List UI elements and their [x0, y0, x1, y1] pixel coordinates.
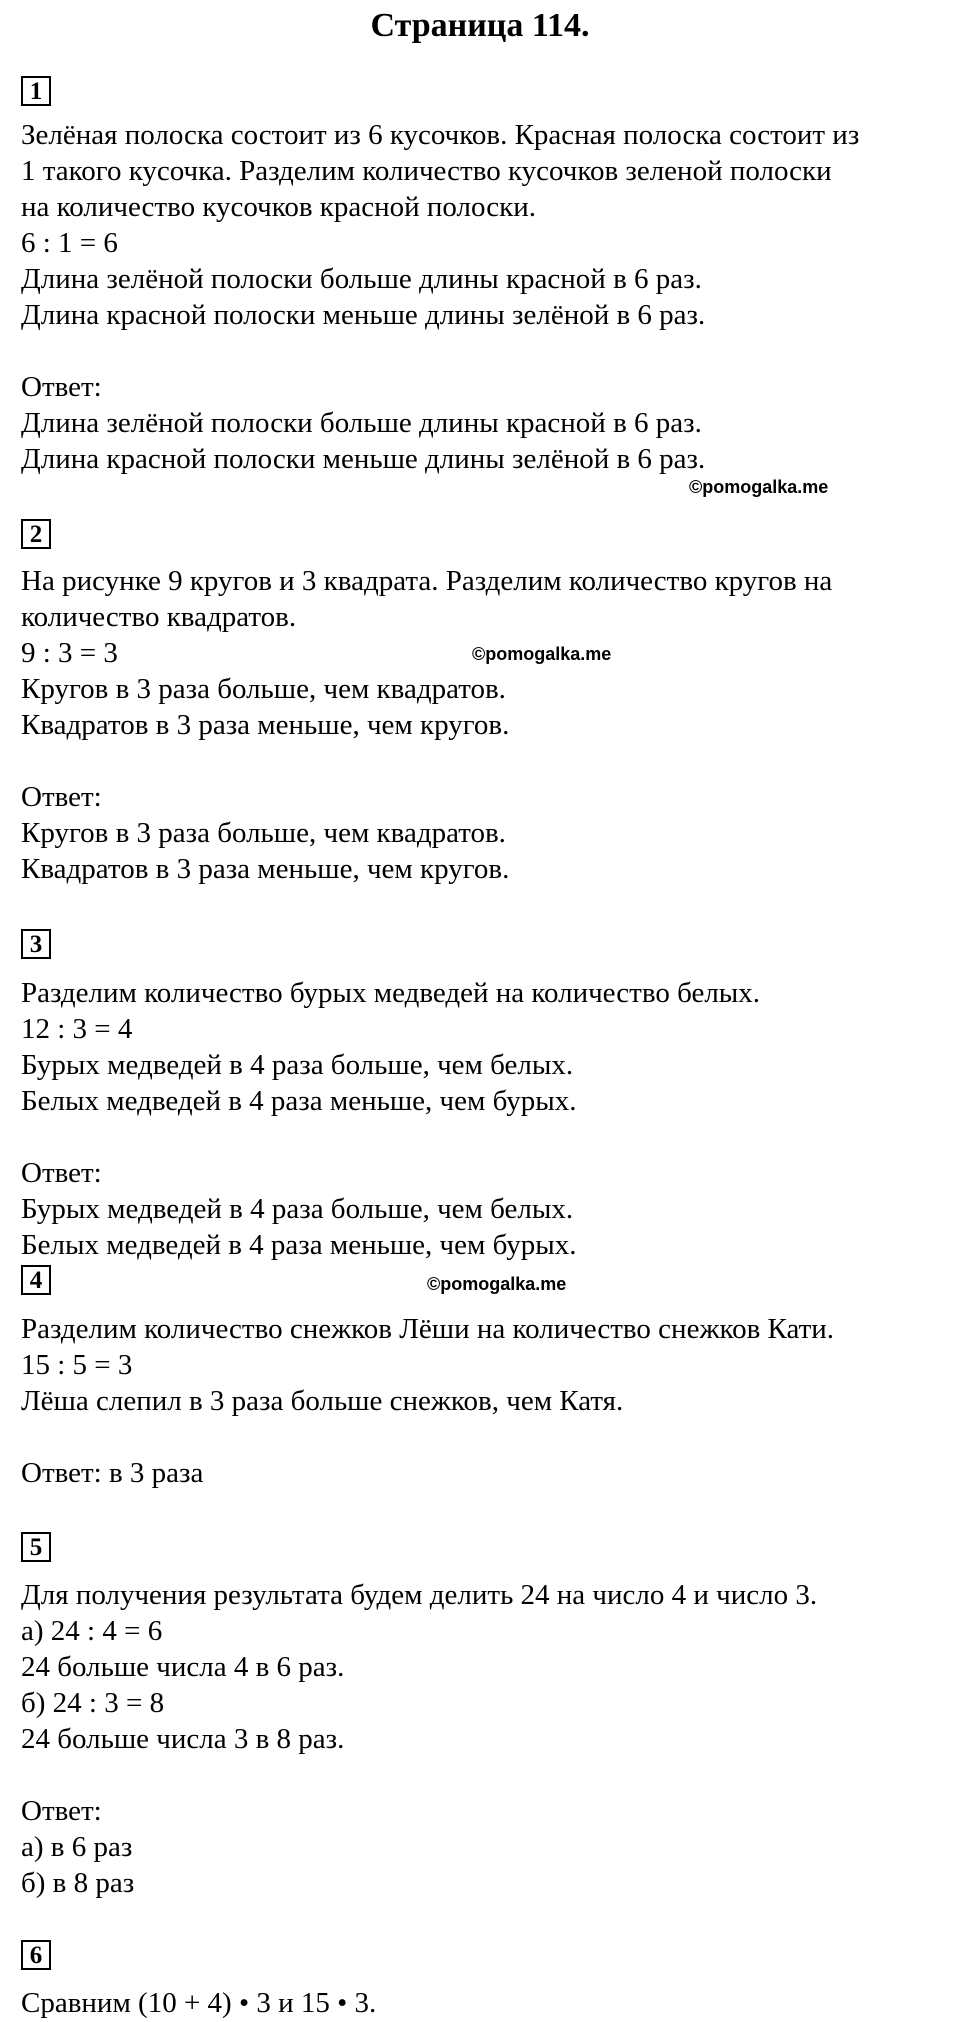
task-5-line: б) 24 : 3 = 8 [21, 1687, 165, 1719]
task-1-line: Зелёная полоска состоит из 6 кусочков. Красная полоска состоит из [21, 119, 860, 151]
task-1-line: Длина зелёной полоски больше длины красной в 6 раз. [21, 407, 702, 439]
task-2-line: Кругов в 3 раза больше, чем квадратов. [21, 817, 506, 849]
task-4-line: Разделим количество снежков Лёши на количество снежков Кати. [21, 1313, 835, 1345]
task-3-line: Разделим количество бурых медведей на количество белых. [21, 977, 761, 1009]
task-number-6: 6 [21, 1940, 51, 1970]
task-1-line: Длина зелёной полоски больше длины красной в 6 раз. [21, 263, 702, 295]
task-2-line: 9 : 3 = 3 [21, 637, 118, 669]
watermark: ©pomogalka.me [689, 477, 829, 497]
task-5-line: а) в 6 раз [21, 1831, 133, 1863]
task-6-line: Сравним (10 + 4) • 3 и 15 • 3. [21, 1987, 377, 2019]
task-3-line: Белых медведей в 4 раза меньше, чем бурых. [21, 1229, 577, 1261]
task-2-line: Кругов в 3 раза больше, чем квадратов. [21, 673, 506, 705]
task-2-answer-label: Ответ: [21, 781, 102, 813]
task-number-3: 3 [21, 929, 51, 959]
task-5-answer-label: Ответ: [21, 1795, 102, 1827]
page-title: Страница 114. [370, 7, 590, 44]
task-1-line: Длина красной полоски меньше длины зелёной в 6 раз. [21, 443, 706, 475]
task-number-2: 2 [21, 519, 51, 549]
task-3-answer-label: Ответ: [21, 1157, 102, 1189]
watermark: ©pomogalka.me [427, 1274, 567, 1294]
task-3-line: Бурых медведей в 4 раза больше, чем белых. [21, 1193, 574, 1225]
task-4-line: 15 : 5 = 3 [21, 1349, 133, 1381]
task-5-line: а) 24 : 4 = 6 [21, 1615, 163, 1647]
task-1-answer-label: Ответ: [21, 371, 102, 403]
task-1-line: 6 : 1 = 6 [21, 227, 118, 259]
task-2-line: количество квадратов. [21, 601, 297, 633]
task-3-line: Белых медведей в 4 раза меньше, чем бурых. [21, 1085, 577, 1117]
task-3-line: 12 : 3 = 4 [21, 1013, 133, 1045]
task-5-line: б) в 8 раз [21, 1867, 135, 1899]
task-number-1: 1 [21, 76, 51, 106]
watermark: ©pomogalka.me [472, 644, 612, 664]
task-2-line: Квадратов в 3 раза меньше, чем кругов. [21, 853, 510, 885]
task-number-5: 5 [21, 1532, 51, 1562]
task-4-line: Лёша слепил в 3 раза больше снежков, чем Катя. [21, 1385, 624, 1417]
task-3-line: Бурых медведей в 4 раза больше, чем белых. [21, 1049, 574, 1081]
task-1-line: на количество кусочков красной полоски. [21, 191, 536, 223]
task-2-line: Квадратов в 3 раза меньше, чем кругов. [21, 709, 510, 741]
task-5-line: 24 больше числа 3 в 8 раз. [21, 1723, 345, 1755]
task-1-line: Длина красной полоски меньше длины зелёной в 6 раз. [21, 299, 706, 331]
task-number-4: 4 [21, 1265, 51, 1295]
task-5-line: 24 больше числа 4 в 6 раз. [21, 1651, 345, 1683]
task-2-line: На рисунке 9 кругов и 3 квадрата. Разделим количество кругов на [21, 565, 833, 597]
task-5-line: Для получения результата будем делить 24 на число 4 и число 3. [21, 1579, 818, 1611]
task-4-answer: Ответ: в 3 раза [21, 1457, 204, 1489]
task-1-line: 1 такого кусочка. Разделим количество кусочков зеленой полоски [21, 155, 832, 187]
